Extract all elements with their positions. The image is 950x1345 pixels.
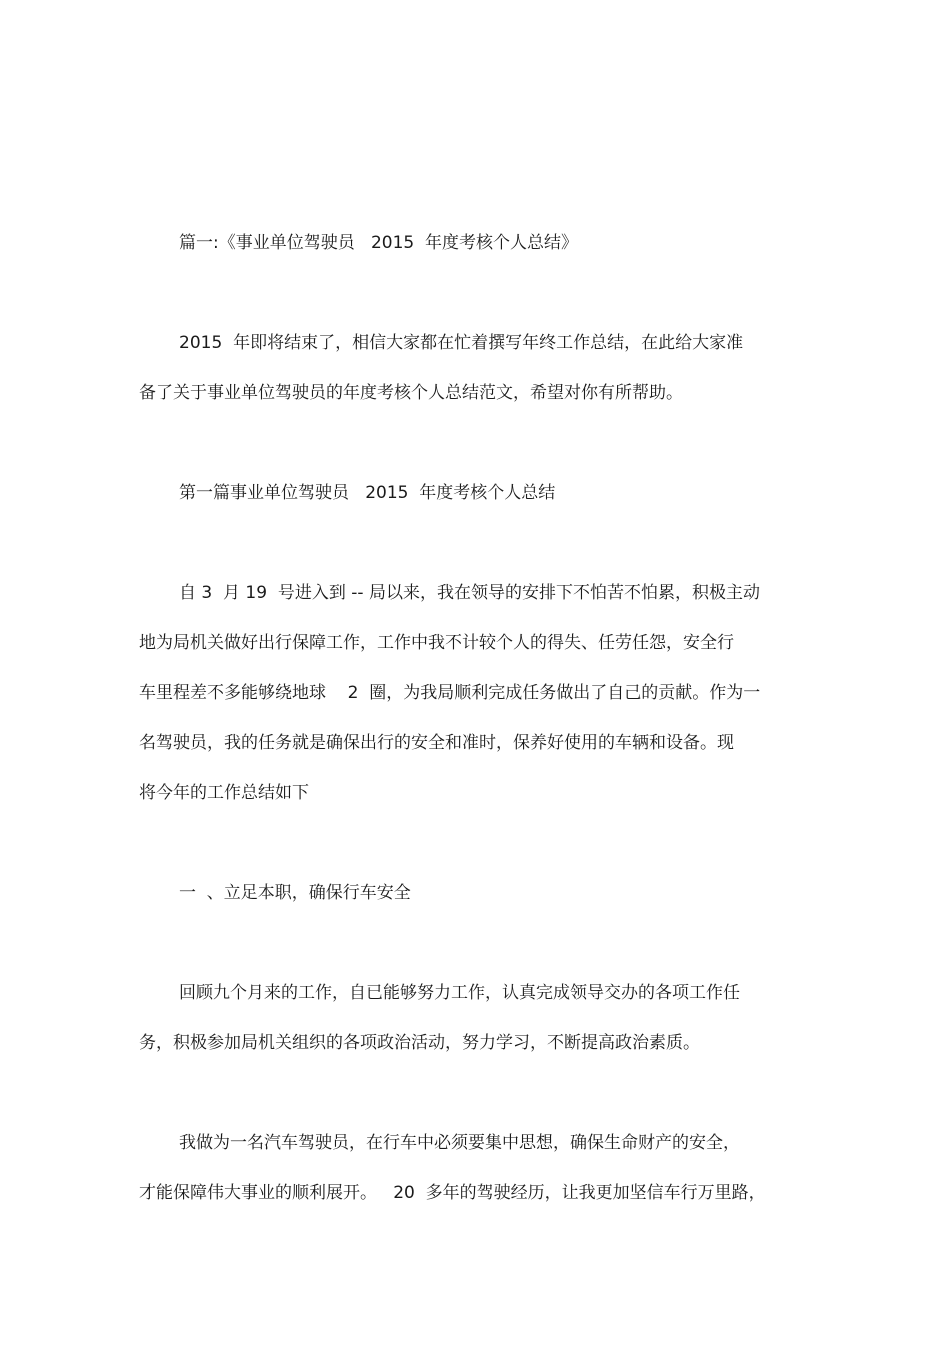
paragraph-1-line-3: 车里程差不多能够绕地球 2 圈，为我局顺利完成任务做出了自己的贡献。作为一	[139, 683, 761, 703]
paragraph-3-line-2: 才能保障伟大事业的顺利展开。 20 多年的驾驶经历，让我更加坚信车行万里路，	[139, 1183, 766, 1203]
paragraph-1-line-1: 自 3 月 19 号进入到 -- 局以来，我在领导的安排下不怕苦不怕累，积极主动	[179, 583, 760, 603]
paragraph-1-line-2: 地为局机关做好出行保障工作，工作中我不计较个人的得失、任劳任怨，安全行	[139, 633, 734, 653]
paragraph-3-line-1: 我做为一名汽车驾驶员，在行车中必须要集中思想，确保生命财产的安全，	[179, 1133, 740, 1153]
intro-line-2: 备了关于事业单位驾驶员的年度考核个人总结范文，希望对你有所帮助。	[139, 383, 683, 403]
paragraph-2-line-1: 回顾九个月来的工作，自已能够努力工作，认真完成领导交办的各项工作任	[179, 983, 740, 1003]
section-1-title: 一 、立足本职，确保行车安全	[179, 883, 411, 903]
paragraph-1-line-5: 将今年的工作总结如下	[139, 783, 309, 803]
paragraph-2-line-2: 务，积极参加局机关组织的各项政治活动，努力学习，不断提高政治素质。	[139, 1033, 700, 1053]
document-heading-1: 篇一:《事业单位驾驶员 2015 年度考核个人总结》	[179, 233, 579, 253]
document-heading-2: 第一篇事业单位驾驶员 2015 年度考核个人总结	[179, 483, 556, 503]
paragraph-1-line-4: 名驾驶员，我的任务就是确保出行的安全和准时，保养好使用的车辆和设备。现	[139, 733, 734, 753]
intro-line-1: 2015 年即将结束了，相信大家都在忙着撰写年终工作总结，在此给大家准	[179, 333, 744, 353]
